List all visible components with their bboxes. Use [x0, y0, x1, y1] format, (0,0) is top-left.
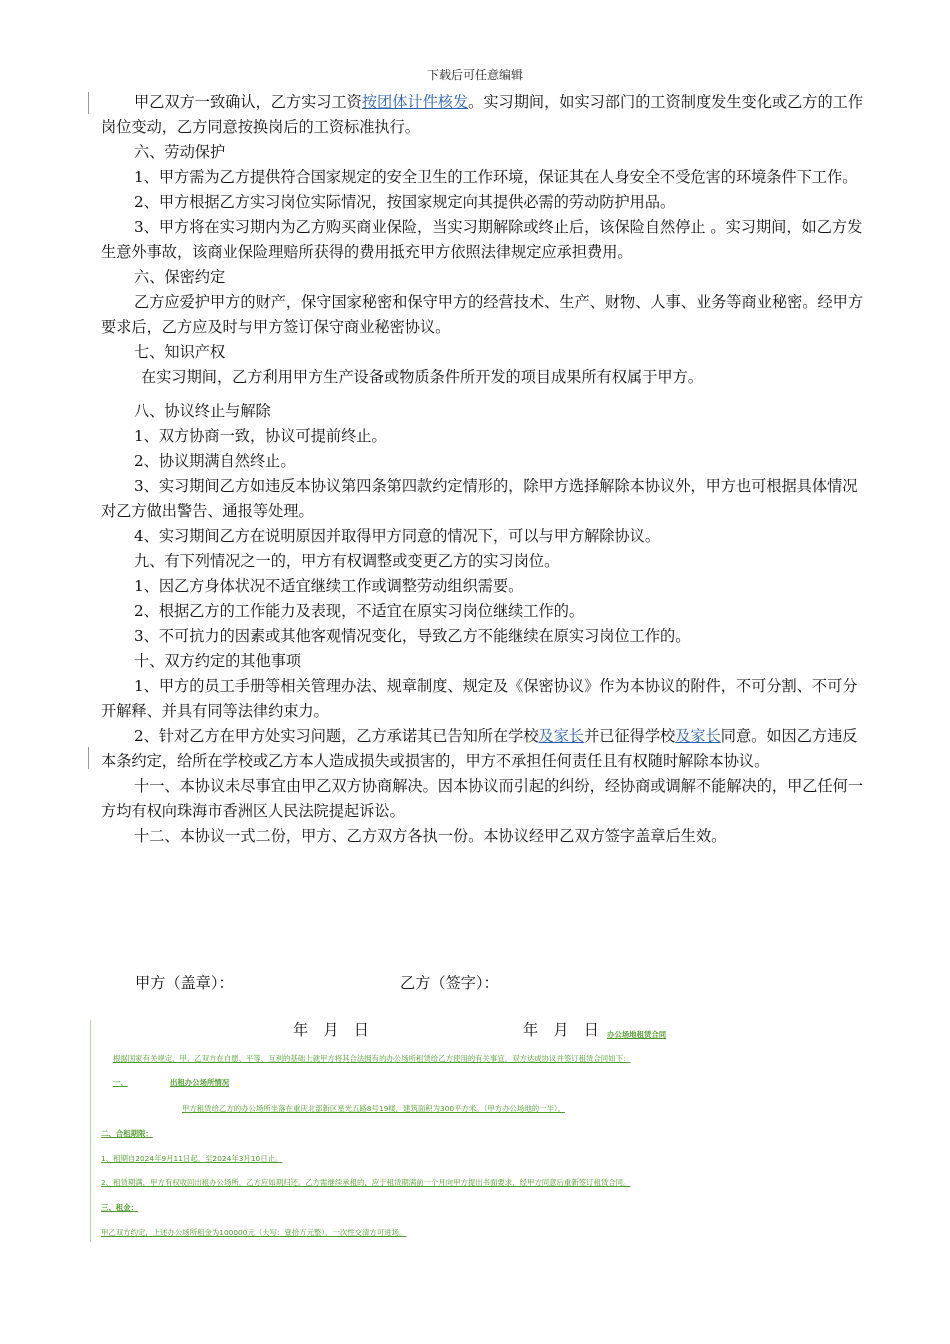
heading-confidentiality: 六、保密约定: [134, 268, 226, 286]
clause-9-1: 1、因乙方身体状况不适宜继续工作或调整劳动组织需要。: [134, 577, 524, 595]
clause-8-3: 3、实习期间乙方如违反本协议第四条第四款约定情形的，除甲方选择解除本协议外，甲方也可根据具体情况对乙方做出警告、通报等处理。: [101, 477, 858, 520]
clause-6-3: 3、甲方将在实习期内为乙方购买商业保险，当实习期解除或终止后，该保险自然停止 。实习期间，如乙方发生意外事故，该商业保险理赔所获得的费用抵充甲方依照法律规定应承担费用。: [101, 218, 863, 261]
document-body: [101, 90, 863, 849]
clause-11: 十一、本协议未尽事宜由甲乙双方协商解决。因本协议而引起的纠纷，经协商或调解不能解决的，甲乙任何一方均有权向珠海市香洲区人民法院提起诉讼。: [101, 777, 863, 820]
clause-8-1: 1、双方协商一致，协议可提前终止。: [134, 427, 387, 445]
date-party-b: 年 月 日: [523, 1021, 599, 1039]
paragraph-wage: [101, 90, 863, 140]
text-span: 2、针对乙方在甲方处实习问题，乙方承诺其已告知所在学校: [134, 727, 539, 745]
overlay-section-1-title: 出租办公场所情况: [170, 1078, 230, 1087]
text-span: 并已征得学校: [584, 727, 676, 745]
clause-6-1: 1、甲方需为乙方提供符合国家规定的安全卫生的工作环境，保证其在人身安全不受危害的环境条件下工作。: [134, 168, 858, 186]
clause-6-2: 2、甲方根据乙方实习岗位实际情况，按国家规定向其提供必需的劳动防护用品。: [134, 193, 676, 211]
clause-12: 十二、本协议一式二份，甲方、乙方双方各执一份。本协议经甲乙双方签字盖章后生效。: [134, 827, 727, 845]
party-a-signature: 甲方（盖章）：: [135, 974, 234, 992]
overlay-section-3-title: 三、租金：: [101, 1203, 138, 1212]
clause-confidentiality: 乙方应爱护甲方的财产，保守国家秘密和保守甲方的经营技术、生产、财物、人事、业务等商业秘密。经甲方要求后，乙方应及时与甲方签订保守商业秘密协议。: [101, 293, 863, 336]
heading-labor-protection: 六、劳动保护: [134, 143, 226, 161]
text-span: 甲乙双方一致确认，乙方实习工资: [134, 93, 362, 111]
party-b-signature: 乙方（签字）：: [400, 974, 499, 992]
link-group-piecework[interactable]: 按团体计件核发: [361, 93, 469, 111]
date-party-a: 年 月 日: [293, 1021, 369, 1039]
revision-bar: [88, 747, 89, 769]
heading-ip: 七、知识产权: [134, 343, 226, 361]
text-span: 同意。如因乙方违反本条约定，给所在学校或乙方本人造成损失或损害的，甲方不承担任何责任且有权随时解除本协议。: [101, 727, 858, 770]
clause-10-1: 1、甲方的员工手册等相关管理办法、规章制度、规定及《保密协议》作为本协议的附件，不可分割、不可分开解释、并具有同等法律约束力。: [101, 677, 858, 720]
overlay-intro: 根据国家有关规定，甲、乙双方在自愿、平等、互利的基础上就甲方将其合法拥有的办公场所租赁给乙方使用的有关事宜，双方达成协议并签订租赁合同如下：: [113, 1054, 631, 1063]
link-parents-2[interactable]: 及家长: [675, 727, 721, 745]
overlay-section-2-title: 二、合租期限：: [101, 1129, 153, 1138]
clause-8-4: 4、实习期间乙方在说明原因并取得甲方同意的情况下，可以与甲方解除协议。: [134, 527, 661, 545]
text-span: 。实习期间，如实习部门的工资制度发生变化或乙方的工作岗位变动，乙方同意按换岗后的工资标准执行。: [101, 93, 863, 136]
clause-8-2: 2、协议期满自然终止。: [134, 452, 296, 470]
overlay-title: 办公场地租赁合同: [607, 1030, 667, 1039]
heading-position-change: 九、有下列情况之一的，甲方有权调整或变更乙方的实习岗位。: [134, 552, 560, 570]
revision-bar: [88, 92, 89, 114]
overlay-section-3-text: 甲乙双方约定，上述办公场所租金为100000元（大写：壹拾万元整），一次性交清方可进场。: [101, 1228, 407, 1237]
heading-termination: 八、协议终止与解除: [134, 402, 271, 420]
clause-9-2: 2、根据乙方的工作能力及表现，不适宜在原实习岗位继续工作的。: [134, 602, 585, 620]
clause-9-3: 3、不可抗力的因素或其他客观情况变化，导致乙方不能继续在原实习岗位工作的。: [134, 627, 691, 645]
page-header: 下载后可任意编辑: [426, 68, 523, 82]
overlay-section-2-item-2: 2、租赁期满，甲方有权收回出租办公场所，乙方应如期归还。乙方需继续承租的，应于租赁期满前一个月向甲方提出书面要求，经甲方同意后重新签订租赁合同。: [101, 1178, 631, 1187]
overlay-section-1-number: 一、: [113, 1078, 128, 1087]
overlay-section-2-item-1: 1、租期自2024年9月11日起，至2024年3月10日止。: [101, 1154, 283, 1163]
clause-ip: 在实习期间，乙方利用甲方生产设备或物质条件所开发的项目成果所有权属于甲方。: [141, 368, 703, 386]
overlay-section-1-text: 甲方租赁给乙方的办公场所坐落在重庆北部新区星光五路8号19楼，建筑面积为300平方米。（甲方办公场地的一半）。: [182, 1104, 565, 1113]
clause-10-2: [101, 724, 863, 774]
link-parents-1[interactable]: 及家长: [538, 727, 585, 745]
heading-other-matters: 十、双方约定的其他事项: [134, 652, 302, 670]
